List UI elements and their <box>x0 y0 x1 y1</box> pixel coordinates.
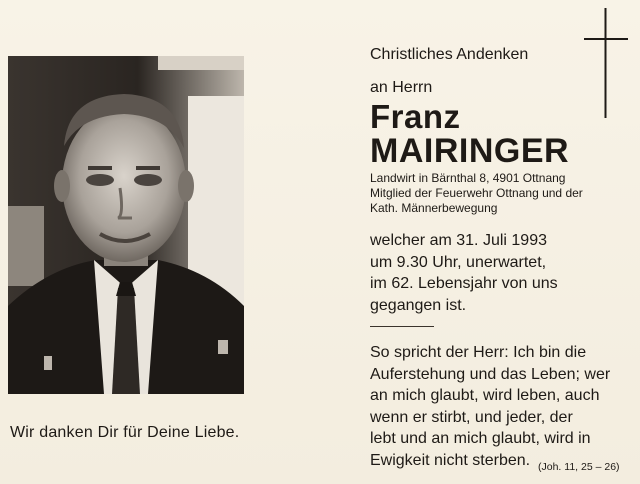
verse-line: Ewigkeit nicht sterben. <box>370 451 531 469</box>
detail-line: Kath. Männerbewegung <box>370 201 498 215</box>
verse-reference: (Joh. 11, 25 – 26) <box>538 461 620 473</box>
death-line: gegangen ist. <box>370 296 467 314</box>
details-block <box>370 171 632 216</box>
bible-verse <box>370 342 610 471</box>
detail-line: Mitglied der Feuerwehr Ottnang und der <box>370 186 583 200</box>
verse-line: wenn er stirbt, und jeder, der <box>370 408 573 426</box>
verse-line: an mich glaubt, wird leben, auch <box>370 387 600 404</box>
death-notice <box>370 230 558 316</box>
thanks-line: Wir danken Dir für Deine Liebe. <box>10 424 240 441</box>
divider <box>370 326 434 327</box>
portrait-photo <box>8 56 244 394</box>
last-name: MAIRINGER <box>370 132 570 170</box>
death-line: im 62. Lebensjahr von uns <box>370 275 558 292</box>
detail-line: Landwirt in Bärnthal 8, 4901 Ottnang <box>370 171 566 185</box>
intro-line: Christliches Andenken <box>370 46 529 63</box>
verse-line: So spricht der Herr: Ich bin die <box>370 344 587 361</box>
death-line: um 9.30 Uhr, unerwartet, <box>370 253 547 271</box>
cross-icon <box>584 8 628 118</box>
verse-line: lebt und an mich glaubt, wird in <box>370 430 591 447</box>
death-line: welcher am 31. Juli 1993 <box>370 232 547 249</box>
verse-line: Auferstehung und das Leben; wer <box>370 365 611 383</box>
first-name: Franz <box>370 98 461 135</box>
addressee-line: an Herrn <box>370 79 433 96</box>
